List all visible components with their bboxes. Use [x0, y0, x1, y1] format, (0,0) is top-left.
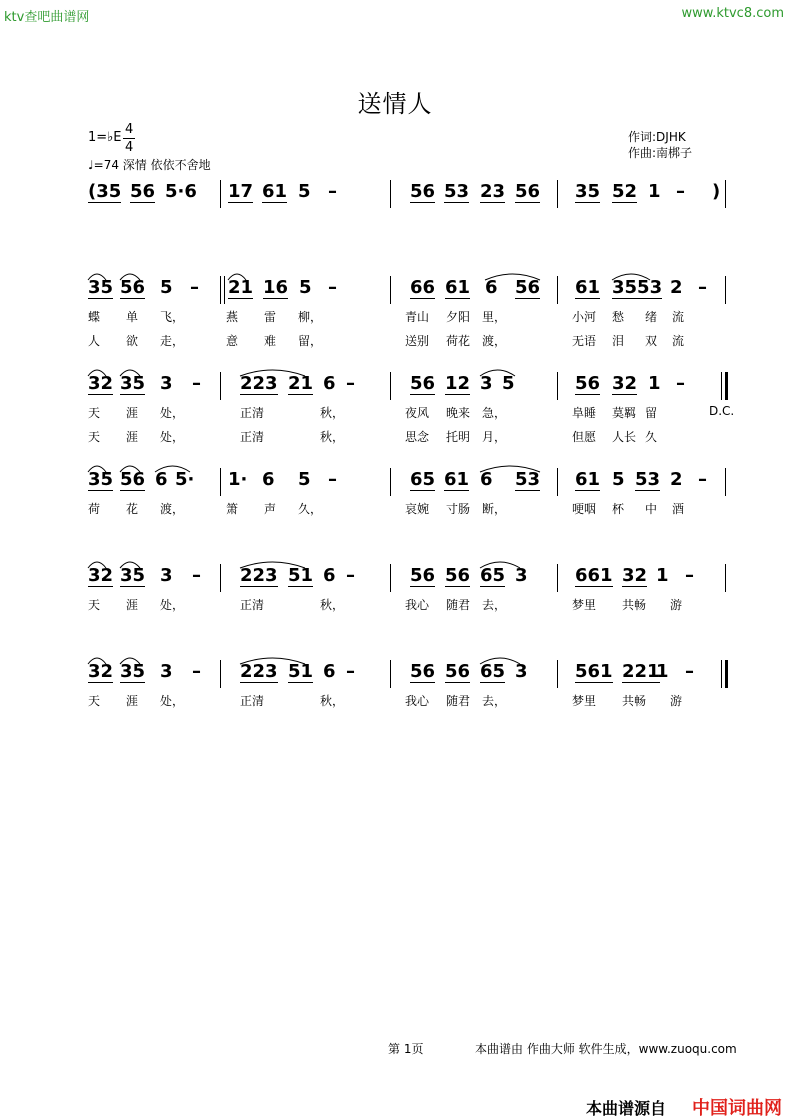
note: 6 — [480, 469, 493, 490]
lyric-syllable: 阜睡 — [572, 406, 597, 420]
note: 5 — [502, 373, 515, 394]
note: 3 — [515, 661, 528, 682]
lyric-syllable: 雷 — [264, 310, 277, 324]
barline — [220, 372, 221, 400]
lyric-syllable: 正清 — [240, 598, 265, 612]
barline — [390, 660, 391, 688]
lyric-syllable: 杯 — [612, 502, 625, 516]
note: 561 — [575, 661, 613, 682]
watermark-right: www.ktvc8.com — [681, 6, 784, 21]
lyric-syllable: 游 — [670, 598, 683, 612]
note: 52 — [612, 181, 638, 202]
lyric-syllable: 共畅 — [622, 694, 647, 708]
lyric-syllable: 断， — [482, 502, 507, 516]
lyric-syllable: 游 — [670, 694, 683, 708]
lyric-syllable: 去， — [482, 694, 507, 708]
note: 35 — [120, 373, 146, 394]
lyric-syllable: 我心 — [405, 694, 430, 708]
note: 32 — [612, 373, 638, 394]
barline — [725, 372, 728, 400]
note: 56 — [410, 373, 436, 394]
lyric-syllable: 声 — [264, 502, 277, 516]
note: 3 — [515, 565, 528, 586]
lyric-syllable: 柳， — [298, 310, 323, 324]
barline — [220, 180, 221, 208]
note: 21 — [228, 277, 254, 298]
note: 221 — [622, 661, 660, 682]
lyric-syllable: 随君 — [446, 598, 471, 612]
lyric-syllable: 处， — [160, 694, 185, 708]
note: 53 — [444, 181, 470, 202]
composer-credit: 作曲:南梆子 — [628, 146, 693, 160]
lyric-syllable: 涯 — [126, 694, 139, 708]
lyric-syllable: 哽咽 — [572, 502, 597, 516]
note: – — [192, 373, 201, 394]
lyric-syllable: 秋， — [320, 598, 345, 612]
note: – — [192, 661, 201, 682]
lyric-syllable: 思念 — [405, 430, 430, 444]
note: – — [328, 277, 337, 298]
barline — [224, 276, 225, 304]
lyric-syllable: 但愿 — [572, 430, 597, 444]
note: 51 — [288, 565, 314, 586]
source-site: 中国词曲网 — [692, 1098, 782, 1119]
lyric-syllable: 处， — [160, 430, 185, 444]
note: 61 — [575, 277, 601, 298]
note: 56 — [120, 469, 146, 490]
note: – — [346, 373, 355, 394]
lyric-syllable: 莫羁 — [612, 406, 637, 420]
note: 35 — [120, 661, 146, 682]
note: 661 — [575, 565, 613, 586]
slur-layer — [0, 362, 790, 402]
lyric-syllable: 久 — [645, 430, 658, 444]
note: 5 — [298, 469, 311, 490]
note: 56 — [410, 565, 436, 586]
note: 61 — [262, 181, 288, 202]
lyric-syllable: 无语 — [572, 334, 597, 348]
lyric-syllable: 单 — [126, 310, 139, 324]
lyric-syllable: 夜风 — [405, 406, 430, 420]
note: 3 — [160, 565, 173, 586]
lyric-syllable: 处， — [160, 598, 185, 612]
lyric-syllable: 走， — [160, 334, 185, 348]
barline — [725, 660, 728, 688]
barline — [390, 564, 391, 592]
note: 1 — [648, 181, 661, 202]
lyric-syllable: 随君 — [446, 694, 471, 708]
note: – — [328, 469, 337, 490]
note: 1· — [228, 469, 248, 490]
lyric-syllable: 渡， — [482, 334, 507, 348]
note: – — [346, 661, 355, 682]
note: 3 — [160, 373, 173, 394]
lyric-syllable: 小河 — [572, 310, 597, 324]
barline — [721, 372, 722, 400]
lyric-syllable: 梦里 — [572, 694, 597, 708]
note: 1 — [656, 565, 669, 586]
barline — [220, 468, 221, 496]
note: 21 — [288, 373, 314, 394]
barline — [557, 180, 558, 208]
note: 23 — [480, 181, 506, 202]
barline — [390, 180, 391, 208]
note: 12 — [445, 373, 471, 394]
note: 2 — [670, 277, 683, 298]
note: 65 — [480, 565, 506, 586]
barline — [725, 276, 726, 304]
lyric-syllable: 秋， — [320, 406, 345, 420]
barline — [390, 372, 391, 400]
lyric-syllable: 愁 — [612, 310, 625, 324]
lyric-syllable: 荷花 — [446, 334, 471, 348]
lyric-syllable: 共畅 — [622, 598, 647, 612]
note: 223 — [240, 565, 278, 586]
note: 53 — [515, 469, 541, 490]
barline — [390, 468, 391, 496]
lyric-syllable: 天 — [88, 406, 101, 420]
note: 5 — [299, 277, 312, 298]
note: 5 — [612, 469, 625, 490]
lyric-syllable: 正清 — [240, 694, 265, 708]
note: ) — [712, 181, 721, 202]
barline — [557, 468, 558, 496]
page-title: 送情人 — [357, 90, 433, 118]
lyric-syllable: 留， — [298, 334, 323, 348]
note: – — [685, 565, 694, 586]
barline — [725, 468, 726, 496]
lyric-syllable: 渡， — [160, 502, 185, 516]
note: 56 — [575, 373, 601, 394]
note: 56 — [445, 565, 471, 586]
lyric-syllable: 绪 — [645, 310, 658, 324]
lyric-syllable: 送别 — [405, 334, 430, 348]
note: 223 — [240, 661, 278, 682]
watermark-left: ktv查吧曲谱网 — [4, 10, 90, 25]
barline — [557, 372, 558, 400]
note: 32 — [88, 661, 114, 682]
lyric-syllable: 我心 — [405, 598, 430, 612]
note: – — [685, 661, 694, 682]
lyricist-credit: 作词:DJHK — [628, 130, 686, 144]
note: 35 — [88, 277, 114, 298]
note: 16 — [263, 277, 289, 298]
note: 65 — [480, 661, 506, 682]
time-signature-bottom: 4 — [125, 140, 134, 155]
slur-layer — [0, 554, 790, 594]
lyric-syllable: 酒 — [672, 502, 685, 516]
lyric-syllable: 寸肠 — [446, 502, 471, 516]
key-signature: 1=♭E — [88, 130, 122, 145]
lyric-syllable: 哀婉 — [405, 502, 430, 516]
lyric-syllable: 天 — [88, 694, 101, 708]
lyric-syllable: 蝶 — [88, 310, 101, 324]
note: 56 — [410, 661, 436, 682]
lyric-syllable: 月， — [482, 430, 507, 444]
note: 1 — [648, 373, 661, 394]
time-signature-top: 4 — [125, 122, 134, 137]
note: 2 — [670, 469, 683, 490]
note: 56 — [445, 661, 471, 682]
note: 32 — [88, 373, 114, 394]
note: 3 — [480, 373, 493, 394]
note: – — [192, 565, 201, 586]
note: 51 — [288, 661, 314, 682]
note: – — [346, 565, 355, 586]
lyric-syllable: 燕 — [226, 310, 239, 324]
tempo-marking: ♩=74 深情 依依不舍地 — [88, 158, 211, 172]
note: 17 — [228, 181, 254, 202]
da-capo-mark: D.C. — [709, 404, 735, 418]
note: 223 — [240, 373, 278, 394]
lyric-syllable: 泪 — [612, 334, 625, 348]
note: 56 — [515, 181, 541, 202]
lyric-syllable: 梦里 — [572, 598, 597, 612]
lyric-syllable: 留 — [645, 406, 658, 420]
note: 5 — [160, 277, 173, 298]
lyric-syllable: 流 — [672, 310, 685, 324]
lyric-syllable: 里， — [482, 310, 507, 324]
barline — [721, 660, 722, 688]
lyric-syllable: 涯 — [126, 598, 139, 612]
barline — [220, 276, 221, 304]
barline — [725, 180, 726, 208]
note: 56 — [410, 181, 436, 202]
lyric-syllable: 花 — [126, 502, 139, 516]
note: 1 — [656, 661, 669, 682]
barline — [220, 660, 221, 688]
note: 66 — [410, 277, 436, 298]
generator-credit: 本曲谱由 作曲大师 软件生成，www.zuoqu.com — [475, 1042, 737, 1056]
note: 61 — [445, 277, 471, 298]
note: 53 — [635, 469, 661, 490]
note: – — [698, 277, 707, 298]
note: 5· — [175, 469, 195, 490]
note: – — [698, 469, 707, 490]
lyric-syllable: 急， — [482, 406, 507, 420]
lyric-syllable: 处， — [160, 406, 185, 420]
barline — [390, 276, 391, 304]
note: 61 — [575, 469, 601, 490]
lyric-syllable: 天 — [88, 430, 101, 444]
lyric-syllable: 流 — [672, 334, 685, 348]
lyric-syllable: 秋， — [320, 430, 345, 444]
barline — [557, 660, 558, 688]
note: 35 — [88, 469, 114, 490]
lyric-syllable: 去， — [482, 598, 507, 612]
note: 3553 — [612, 277, 663, 298]
lyric-syllable: 荷 — [88, 502, 101, 516]
lyric-syllable: 青山 — [405, 310, 430, 324]
lyric-syllable: 涯 — [126, 406, 139, 420]
note: – — [676, 373, 685, 394]
barline — [725, 564, 726, 592]
lyric-syllable: 人 — [88, 334, 101, 348]
lyric-syllable: 久， — [298, 502, 323, 516]
note: 6 — [155, 469, 168, 490]
lyric-syllable: 天 — [88, 598, 101, 612]
note: 6 — [323, 565, 336, 586]
lyric-syllable: 晚来 — [446, 406, 471, 420]
slur-layer — [0, 650, 790, 690]
note: 32 — [88, 565, 114, 586]
source-label: 本曲谱源自 — [586, 1099, 667, 1118]
lyric-syllable: 涯 — [126, 430, 139, 444]
note: 35 — [120, 565, 146, 586]
lyric-syllable: 双 — [645, 334, 658, 348]
note: – — [676, 181, 685, 202]
lyric-syllable: 夕阳 — [446, 310, 471, 324]
note: – — [328, 181, 337, 202]
lyric-syllable: 人长 — [612, 430, 637, 444]
note: 5 — [298, 181, 311, 202]
lyric-syllable: 箫 — [226, 502, 239, 516]
note: 3 — [160, 661, 173, 682]
barline — [557, 564, 558, 592]
note: – — [190, 277, 199, 298]
note: 6 — [485, 277, 498, 298]
lyric-syllable: 飞， — [160, 310, 185, 324]
note: 56 — [130, 181, 156, 202]
note: 6 — [323, 661, 336, 682]
note: (35 — [88, 181, 122, 202]
time-signature-line — [123, 138, 135, 139]
page-number: 第 1页 — [388, 1042, 424, 1056]
barline — [557, 276, 558, 304]
lyric-syllable: 托明 — [446, 430, 471, 444]
lyric-syllable: 秋， — [320, 694, 345, 708]
lyric-syllable: 意 — [226, 334, 239, 348]
note: 61 — [444, 469, 470, 490]
note: 5·6 — [165, 181, 197, 202]
lyric-syllable: 中 — [645, 502, 658, 516]
note: 6 — [323, 373, 336, 394]
note: 6 — [262, 469, 275, 490]
note: 56 — [515, 277, 541, 298]
lyric-syllable: 难 — [264, 334, 277, 348]
lyric-syllable: 欲 — [126, 334, 139, 348]
note: 35 — [575, 181, 601, 202]
note: 56 — [120, 277, 146, 298]
lyric-syllable: 正清 — [240, 406, 265, 420]
note: 32 — [622, 565, 648, 586]
lyric-syllable: 正清 — [240, 430, 265, 444]
barline — [220, 564, 221, 592]
note: 65 — [410, 469, 436, 490]
